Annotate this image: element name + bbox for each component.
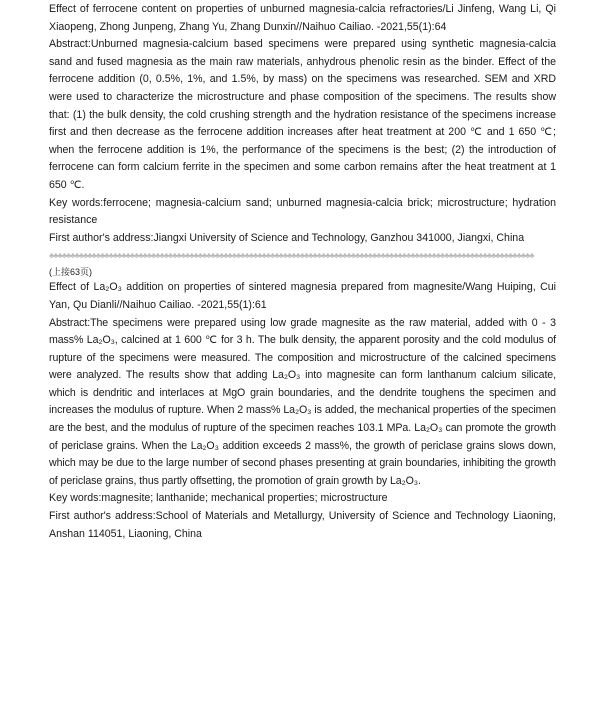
article-abstract xyxy=(49,315,556,491)
continued-from-note: (上接63页) xyxy=(49,267,93,278)
address-label: First author's address: xyxy=(49,231,154,244)
abstract-text: Unburned magnesia-calcium based specimens were prepared using synthetic magnesia-calcia sand and fused magnesia as the main raw materials, anhydrous phenolic resin as the binder. Effect of the ferrocene addition (0, 0.5%, 1%, and 1.5%, by mass) on the specimens was researched. SEM and XRD were used to characterize the microstructure and phase composition of the specimens. The results show that: (1) the bulk density, the cold crushing strength and the hydration resistance of the specimens increase first and then decrease as the ferrocene addition increases after heat treatment at 200 ℃ and 1 650 ℃; when the ferrocene addition is 1%, the performance of the specimens is the best; (2) the introduction of ferrocene can form calcium ferrite in the specimen and some carbon remains after the heat treatment at 1 650 ℃. xyxy=(49,38,556,191)
abstract-text: The specimens were prepared using low grade magnesite as the raw material, added with 0 - 3 mass% La₂O₃, calcined at 1 600 ℃ for 3 h. The bulk density, the apparent porosity and the cold modulus of rupture of the specimens were measured. The composition and microstructure of the calcined specimens were analyzed. The results show that adding La₂O₃ into magnesite can form lanthanum calcium silicate, which is dendritic and interlaces at MgO grain boundaries, and the dendrite toughens the specimen and increases the modulus of rupture. When 2 mass% La₂O₃ is added, the mechanical properties of the specimen are the best, and the modulus of rupture of the specimen reaches 103.1 MPa. La₂O₃ can promote the growth of periclase grains. When the La₂O₃ addition exceeds 2 mass%, the growth of periclase grains slows down, which may be due to the large number of second phases presenting at grain boundaries, inhibiting the growth of periclase grains, thus partly offsetting, the promotion of grain growth by La₂O₃. xyxy=(49,316,556,487)
keywords-label: Key words: xyxy=(49,196,104,209)
article-author-address xyxy=(49,230,556,248)
keywords-text: ferrocene; magnesia-calcium sand; unburned magnesia-calcia brick; microstructure; hydration resistance xyxy=(49,196,556,227)
article-abstract xyxy=(49,36,556,194)
keywords-text: magnesite; lanthanide; mechanical properties; microstructure xyxy=(101,492,388,505)
abstract-label: Abstract: xyxy=(49,316,91,329)
article-citation: Effect of ferrocene content on properties of unburned magnesia-calcia refractories/Li Jinfeng, Wang Li, Qi Xiaopeng, Zhong Junpeng, Zhang Yu, Zhang Dunxin//Naihuo Cailiao. -2021,55(1):64 xyxy=(49,3,556,33)
address-label: First author's address: xyxy=(49,510,156,523)
address-text: School of Materials and Metallurgy, University of Science and Technology Liaoning, Anshan 114051, Liaoning, China xyxy=(49,510,556,540)
article-ferrocene xyxy=(49,1,556,247)
abstract-label: Abstract: xyxy=(49,38,91,51)
article-keywords xyxy=(49,195,556,230)
keywords-label: Key words: xyxy=(49,492,102,505)
article-author-address xyxy=(49,508,556,543)
article-la2o3 xyxy=(49,279,556,543)
address-text: Jiangxi University of Science and Technology, Ganzhou 341000, Jiangxi, China xyxy=(153,231,525,244)
article-keywords xyxy=(49,490,556,508)
ornament-divider: ♣♣♣♣♣♣♣♣♣♣♣♣♣♣♣♣♣♣♣♣♣♣♣♣♣♣♣♣♣♣♣♣♣♣♣♣♣♣♣♣♣♣♣♣♣♣♣♣♣♣♣♣♣♣♣♣♣♣♣♣♣♣♣♣♣♣♣♣♣♣♣♣♣♣♣♣♣♣♣♣♣♣♣♣♣♣♣♣♣♣♣♣♣♣♣♣♣♣♣♣♣♣♣♣♣♣♣♣♣♣♣♣♣♣ xyxy=(49,251,534,261)
page xyxy=(49,1,556,543)
article-citation: Effect of La₂O₃ addition on properties of sintered magnesia prepared from magnesite/Wang Huiping, Cui Yan, Qu Dianli//Naihuo Cailiao. -2021,55(1):61 xyxy=(49,281,556,311)
